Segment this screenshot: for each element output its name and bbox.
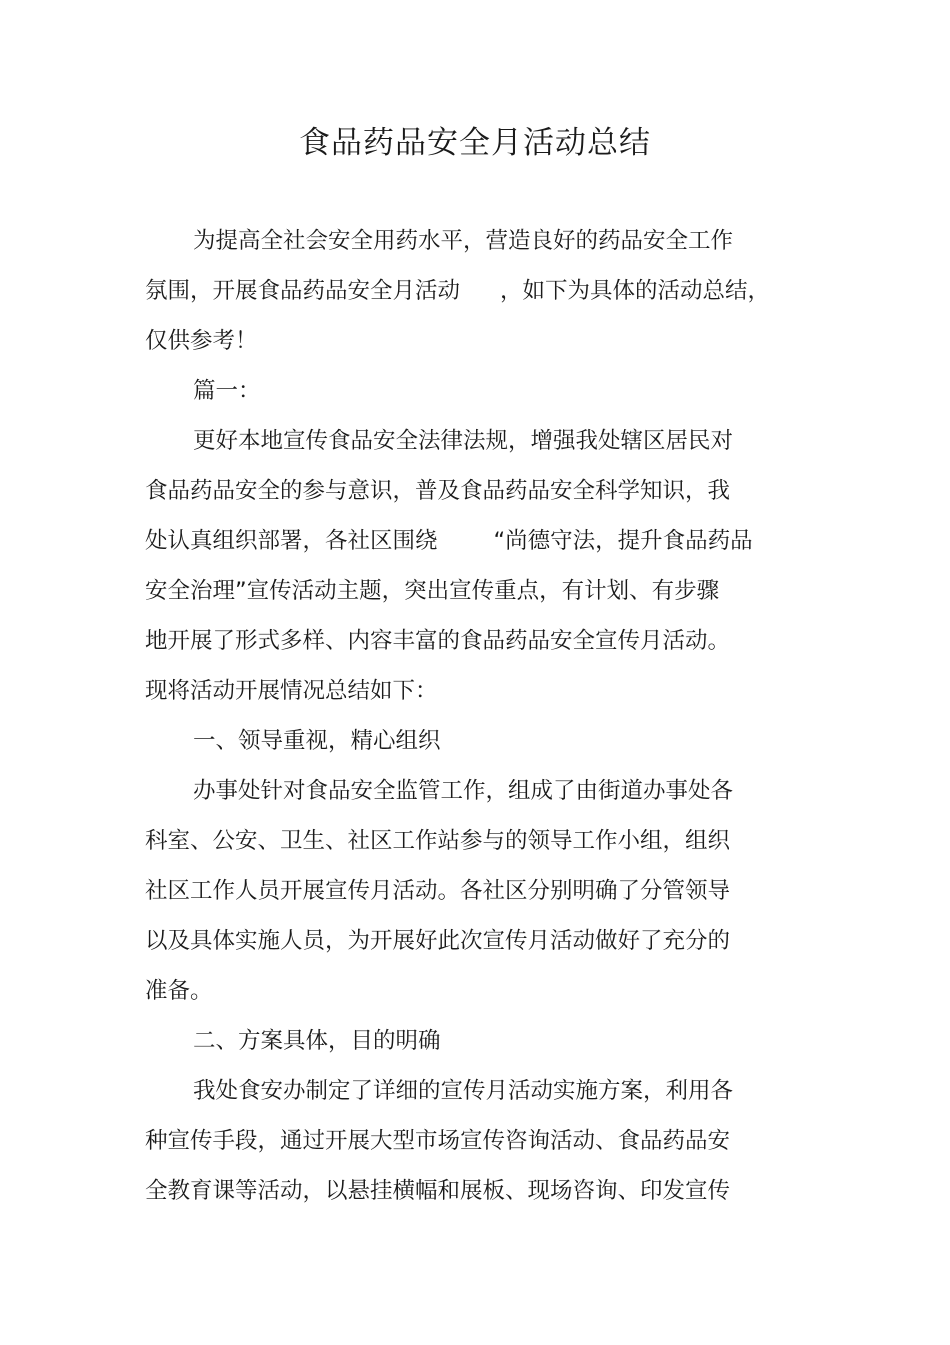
paragraph-line: 食品药品安全的参与意识，普及食品药品安全科学知识，我 xyxy=(145,478,731,504)
paragraph-line: 以及具体实施人员，为开展好此次宣传月活动做好了充分的 xyxy=(145,928,731,954)
paragraph-line-segment: 氛围，开展食品药品安全月活动 xyxy=(145,278,461,304)
paragraph-line: 为提高全社会安全用药水平，营造良好的药品安全工作 xyxy=(193,228,734,254)
paragraph-line: 现将活动开展情况总结如下： xyxy=(145,678,438,704)
paragraph-line: 科室、公安、卫生、社区工作站参与的领导工作小组，组织 xyxy=(145,828,731,854)
paragraph-line: 安全治理”宣传活动主题，突出宣传重点，有计划、有步骤 xyxy=(145,578,720,604)
paragraph-line: 地开展了形式多样、内容丰富的食品药品安全宣传月活动。 xyxy=(145,628,731,654)
paragraph-line: 更好本地宣传食品安全法律法规，增强我处辖区居民对 xyxy=(193,428,734,454)
paragraph-line: 准备。 xyxy=(145,978,213,1004)
section-label: 篇一： xyxy=(193,378,261,404)
document-title: 食品药品安全月活动总结 xyxy=(299,125,651,161)
section-heading: 一、领导重视，精心组织 xyxy=(193,728,441,754)
paragraph-line xyxy=(145,526,753,556)
paragraph-line: 我处食安办制定了详细的宣传月活动实施方案，利用各 xyxy=(193,1078,734,1104)
paragraph-line: 仅供参考！ xyxy=(145,328,258,354)
paragraph-line-segment: 处认真组织部署，各社区围绕 xyxy=(145,528,438,554)
paragraph-line: 种宣传手段，通过开展大型市场宣传咨询活动、食品药品安 xyxy=(145,1128,731,1154)
paragraph-line-segment: “尚德守法，提升食品药品 xyxy=(493,528,753,554)
paragraph-line: 办事处针对食品安全监管工作，组成了由街道办事处各 xyxy=(193,778,734,804)
section-heading: 二、方案具体，目的明确 xyxy=(193,1028,441,1054)
paragraph-line: 全教育课等活动，以悬挂横幅和展板、现场咨询、印发宣传 xyxy=(145,1178,731,1204)
paragraph-line-segment: ，如下为具体的活动总结， xyxy=(500,278,771,304)
paragraph-line: 社区工作人员开展宣传月活动。各社区分别明确了分管领导 xyxy=(145,878,731,904)
paragraph-line xyxy=(145,276,770,306)
